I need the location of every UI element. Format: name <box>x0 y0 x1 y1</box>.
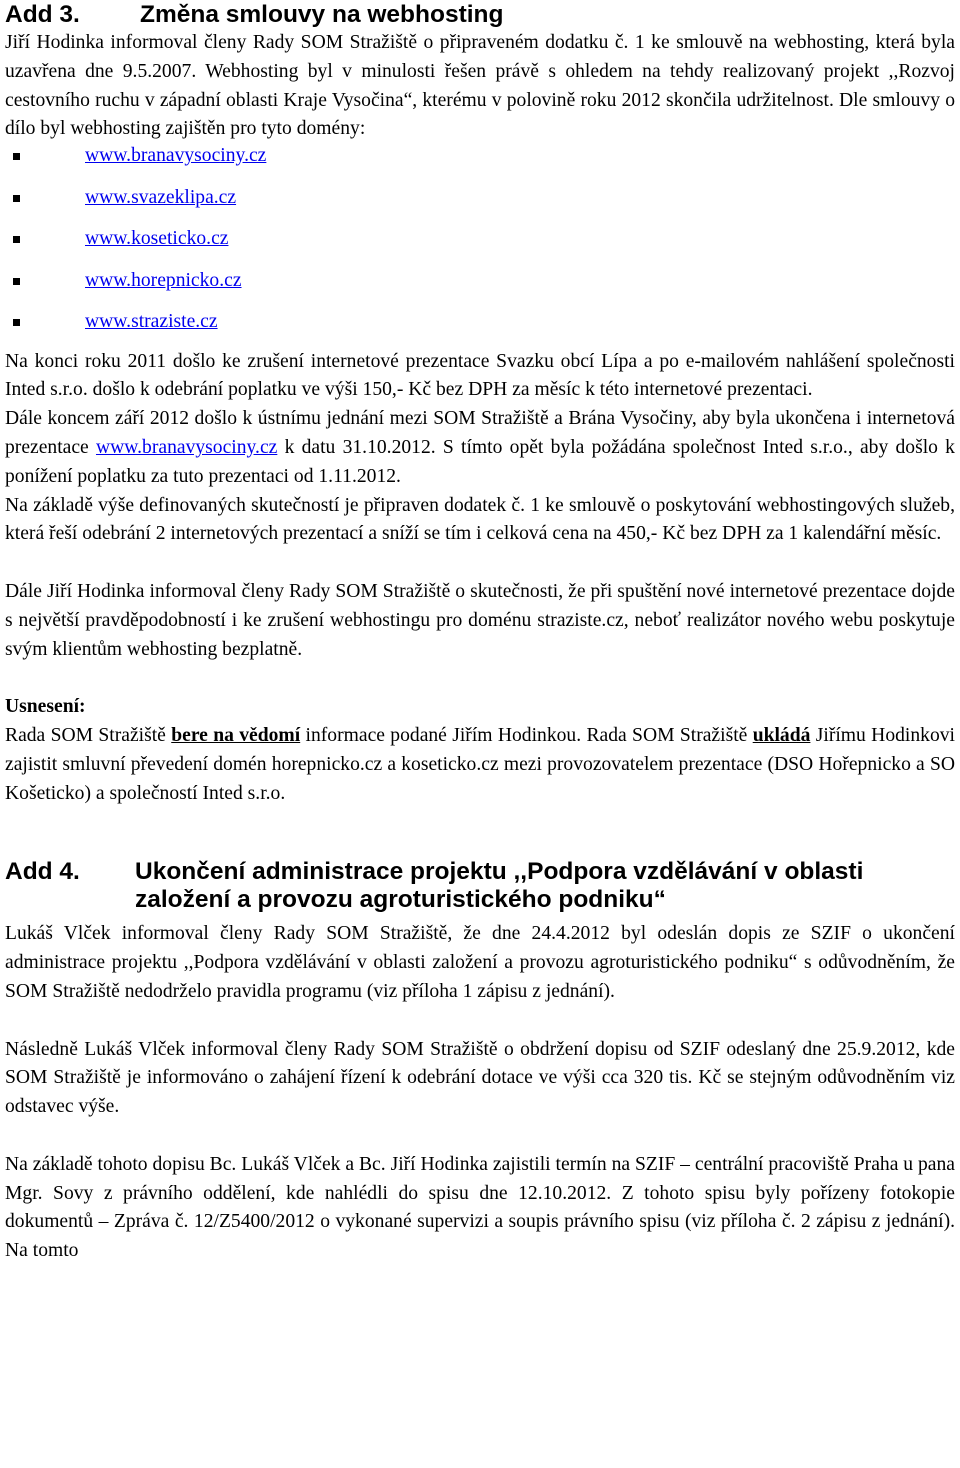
resolution-label: Usnesení: <box>5 696 86 718</box>
text-run: Dále koncem září 2012 došlo k ústnímu jednání mezi SOM Stražiště a Brána Vysočiny, aby byla ukončena i internetová prezentace <box>5 408 955 459</box>
resolution-text <box>5 722 955 808</box>
paragraph: Lukáš Vlček informoval členy Rady SOM Stražiště, že dne 24.4.2012 byl odeslán dopis ze SZIF o ukončení administrace projektu ,,Podpora vzdělávání v oblasti založení a provozu agroturistického podniku“ s odůvodněním, že SOM Stražiště nedodrželo pravidla programu (viz příloha 1 zápisu z jednání). <box>5 923 955 1003</box>
paragraph: Na konci roku 2011 došlo ke zrušení internetové prezentace Svazku obcí Lípa a po e-mailovém nahlášení společnosti Inted s.r.o. došlo k odebrání poplatku ve výši 150,- Kč bez DPH za měsíc k této internetové prezentaci. <box>5 350 955 401</box>
brana-link[interactable]: www.branavysociny.cz <box>95 437 278 459</box>
paragraph: Následně Lukáš Vlček informoval členy Rady SOM Stražiště o obdržení dopisu od SZIF odeslaný dne 25.9.2012, kde SOM Stražiště je informováno o zahájení řízení k odebrání dotace ve výši cca 320 tis. Kč se stejným odůvodněním viz odstavec výše. <box>5 1038 955 1118</box>
list-item <box>5 144 955 186</box>
section-heading-add4 <box>5 858 955 914</box>
list-item <box>5 227 955 269</box>
paragraph <box>5 405 955 491</box>
bullet-square-icon <box>13 278 20 285</box>
paragraph: Jiří Hodinka informoval členy Rady SOM Stražiště o připraveném dodatku č. 1 ke smlouvě na webhosting, která byla uzavřena dne 9.5.2007. Webhosting byl v minulosti řešen právě s ohledem na tehdy realizovaný projekt ,,Rozvoj cestovního ruchu v západní oblasti Kraje Vysočina“, kterému v polovině roku 2012 skončila udržitelnost. Dle smlouvy o dílo byl webhosting zajištěn pro tyto domény: <box>5 32 955 140</box>
list-item <box>5 310 955 352</box>
section-number: Add 4. <box>5 858 80 886</box>
emphasis: ukládá <box>752 725 811 747</box>
section-heading-add3 <box>5 0 955 29</box>
paragraph: Dále Jiří Hodinka informoval členy Rady SOM Stražiště o skutečnosti, že při spuštění nové internetové prezentace dojde s největší pravděpodobností i ke zrušení webhostingu pro doménu straziste.cz, neboť realizátor nového webu poskytuje svým klientům webhosting bezplatně. <box>5 581 955 660</box>
bullet-square-icon <box>13 153 20 160</box>
paragraph: Na základě výše definovaných skutečností je připraven dodatek č. 1 ke smlouvě o poskytování webhostingových služeb, která řeší odebrání 2 internetových prezentací a sníží se tím i celková cena na 450,- Kč bez DPH za 1 kalendářní měsíc. <box>5 494 955 545</box>
bullet-square-icon <box>13 319 20 326</box>
list-item <box>5 186 955 228</box>
text-run: Rada SOM Stražiště <box>5 725 172 747</box>
bullet-square-icon <box>13 195 20 202</box>
domain-link[interactable]: www.koseticko.cz <box>85 228 229 250</box>
list-item <box>5 269 955 311</box>
domain-link[interactable]: www.straziste.cz <box>85 311 218 333</box>
domain-list <box>5 144 955 352</box>
emphasis: bere na vědomí <box>171 725 301 747</box>
bullet-square-icon <box>13 236 20 243</box>
paragraph: Na základě tohoto dopisu Bc. Lukáš Vlček a Bc. Jiří Hodinka zajistili termín na SZIF – centrální pracoviště Praha u pana Mgr. Sovy z právního oddělení, kde nahlédli do spisu dne 12.10.2012. Z tohoto spisu byly pořízeny fotokopie dokumentů – Zpráva č. 12/Z5400/2012 o vykonané supervizi a soupis právního spisu (viz příloha č. 2 zápisu z jednání). Na tomto <box>5 1153 955 1262</box>
domain-link[interactable]: www.branavysociny.cz <box>85 145 267 167</box>
domain-link[interactable]: www.svazeklipa.cz <box>85 186 237 208</box>
domain-link[interactable]: www.horepnicko.cz <box>85 269 242 291</box>
text-run: k datu 31.10.2012. S tímto opět byla požádána společnost Inted s.r.o., aby došlo k ponížení poplatku za tuto prezentaci od 1.11.2012. <box>5 437 955 487</box>
section-title: Změna smlouvy na webhosting <box>140 1 504 28</box>
section-title: Ukončení administrace projektu ,,Podpora vzdělávání v oblasti založení a provozu agroturistického podniku“ <box>135 858 864 914</box>
section-number: Add 3. <box>5 1 80 28</box>
text-run: informace podané Jiřím Hodinkou. Rada SOM Stražiště <box>300 725 753 747</box>
text-run: Jiřímu Hodinkovi zajistit smluvní převedení domén horepnicko.cz a koseticko.cz mezi provozovatelem prezentace (DSO Hořepnicko a SO Košeticko) a společností Inted s.r.o. <box>5 725 955 804</box>
